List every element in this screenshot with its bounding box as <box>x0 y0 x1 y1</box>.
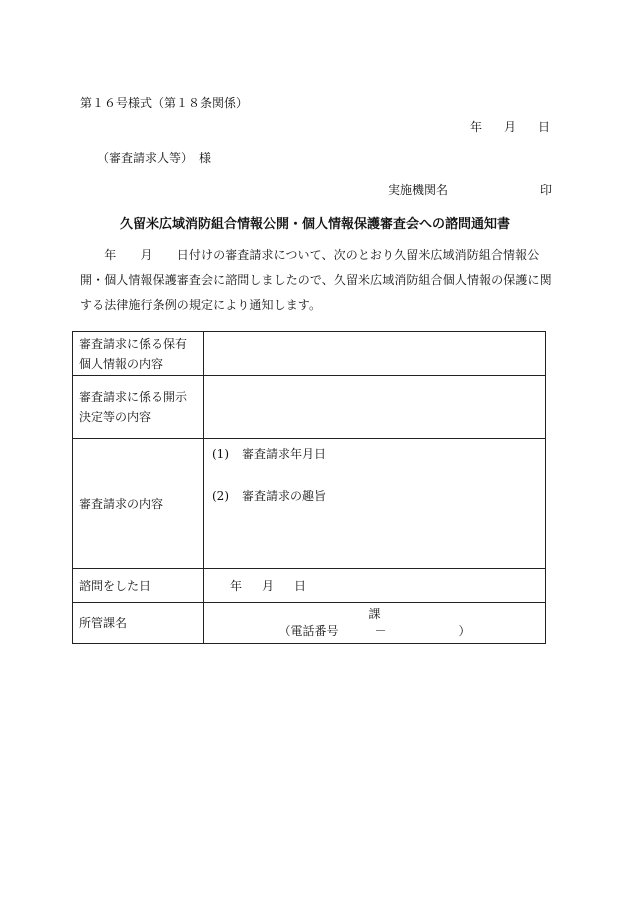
notice-table <box>72 331 546 644</box>
request-purpose-item <box>212 487 326 504</box>
form-number: 第１６号様式（第１８条関係） <box>80 96 249 110</box>
body-line-1: 年 月 日付けの審査請求について、次のとおり久留米広域消防組合情報公 <box>80 248 540 262</box>
body-line-2: 開・個人情報保護審査会に諮問しましたので、久留米広域消防組合個人情報の保護に関 <box>80 273 552 287</box>
seal-mark: 印 <box>540 183 553 197</box>
consultation-date <box>204 569 546 603</box>
consult-year: 年 <box>230 579 243 593</box>
agency-name-label: 実施機関名 <box>388 183 449 197</box>
item2-number: (2) <box>212 489 229 503</box>
row3-value <box>204 439 546 569</box>
consult-month: 月 <box>262 579 275 593</box>
item1-number: (1) <box>212 447 229 461</box>
consult-day: 日 <box>294 579 307 593</box>
section-cell <box>204 603 546 644</box>
table-row <box>73 603 546 644</box>
section-suffix: 課 <box>368 607 381 621</box>
item1-text: 審査請求年月日 <box>242 447 327 461</box>
row1-label-line-1: 審査請求に係る保有 <box>79 336 188 351</box>
row-label <box>73 332 204 376</box>
phone-number: （電話番号 － ） <box>278 624 471 638</box>
date-year: 年 <box>469 120 482 134</box>
row4-label: 諮問をした日 <box>73 569 204 603</box>
row1-value <box>204 332 546 376</box>
notice-body <box>80 243 550 318</box>
request-date-item <box>212 445 326 462</box>
body-line-3: する法律施行条例の規定により通知します。 <box>80 298 322 312</box>
row5-label: 所管課名 <box>73 603 204 644</box>
addressee: （審査請求人等） 様 <box>97 151 212 165</box>
date-line <box>470 121 550 133</box>
date-day: 日 <box>537 120 550 134</box>
table-row <box>73 376 546 439</box>
item2-text: 審査請求の趣旨 <box>242 489 327 503</box>
table-row <box>73 332 546 376</box>
document-title: 久留米広域消防組合情報公開・個人情報保護審査会への諮問通知書 <box>119 217 510 232</box>
row2-value <box>204 376 546 439</box>
row2-label-line-1: 審査請求に係る開示 <box>79 390 188 404</box>
table-row <box>73 569 546 603</box>
row-label <box>73 376 204 439</box>
date-month: 月 <box>503 120 516 134</box>
row2-label-line-2: 決定等の内容 <box>79 410 152 424</box>
row1-label-line-2: 個人情報の内容 <box>79 356 164 371</box>
row3-label: 審査請求の内容 <box>73 439 204 569</box>
table-row <box>73 439 546 569</box>
